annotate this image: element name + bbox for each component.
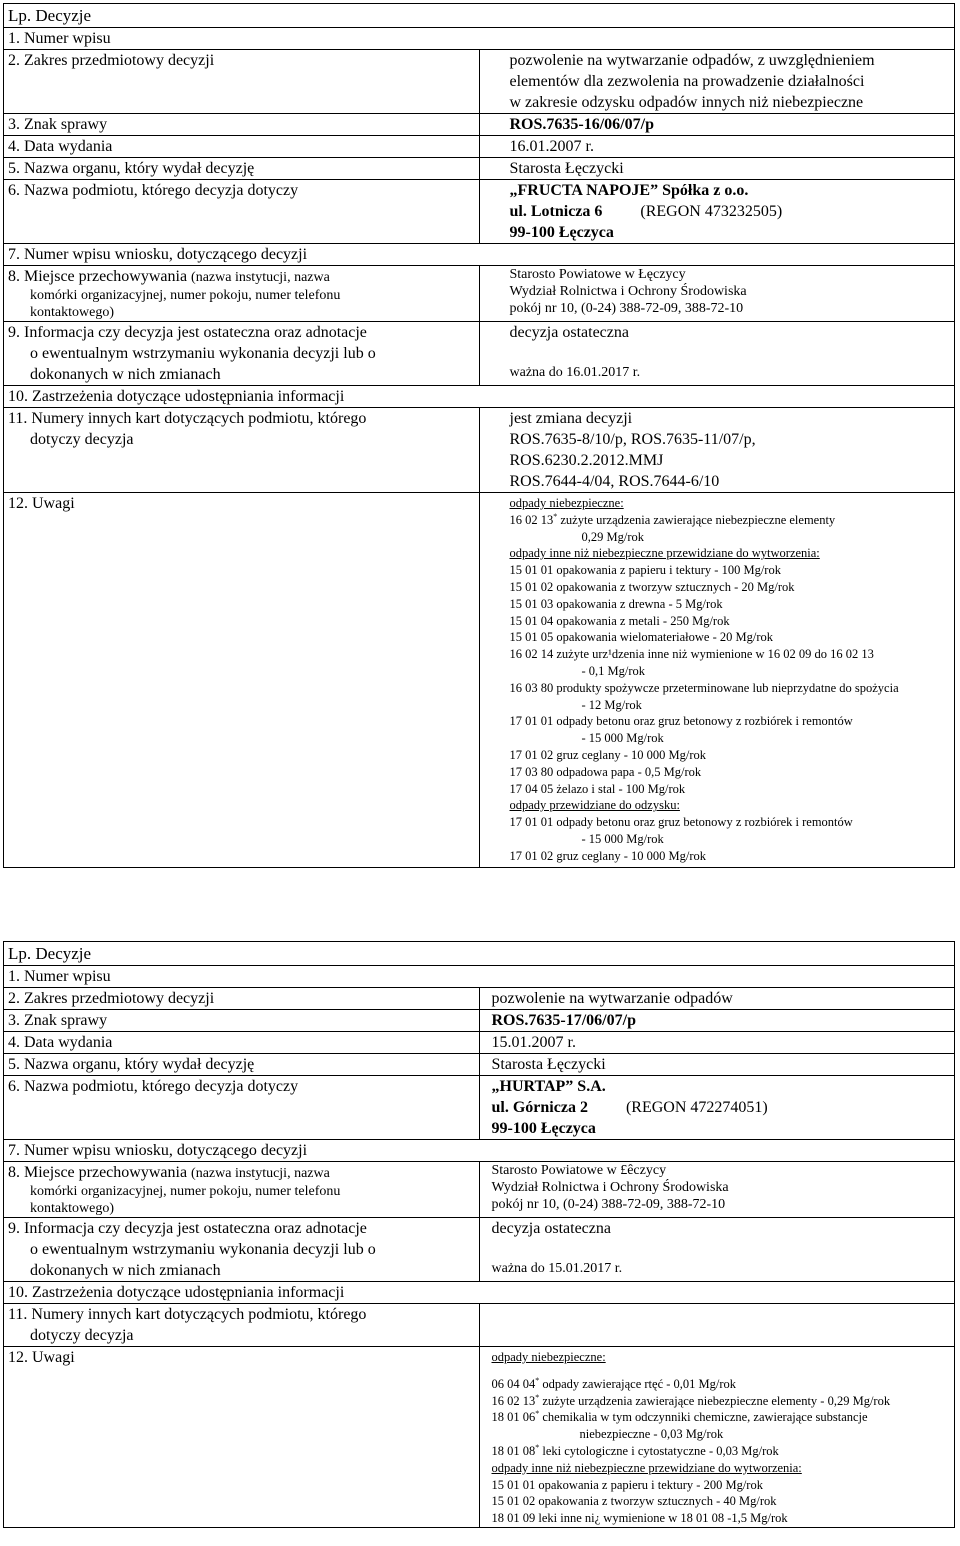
remarks-heading: odpady inne niż niebezpieczne przewidziane do wytworzenia: <box>509 546 820 561</box>
row-label: 8. Miejsce przechowywania <box>8 1164 188 1181</box>
row-label: 8. Miejsce przechowywania <box>8 268 188 285</box>
row-label: 11. Numery innych kart dotyczących podmiotu, którego <box>8 410 367 427</box>
header-decyzje: Decyzje <box>35 944 92 963</box>
valid-until: ważna do 15.01.2017 r. <box>491 1261 623 1276</box>
table-header <box>4 4 955 28</box>
row-label: dotyczy decyzja <box>30 431 134 448</box>
row-label: 3. Znak sprawy <box>4 1010 480 1032</box>
storage-place: Starosto Powiatowe w £êczycy <box>491 1163 667 1178</box>
row-label-note: kontaktowego) <box>30 1201 114 1216</box>
row-label: 5. Nazwa organu, który wydał decyzję <box>4 1054 480 1076</box>
row-label: 3. Znak sprawy <box>4 114 480 136</box>
valid-until: ważna do 16.01.2017 r. <box>509 365 641 380</box>
list-item: 17 01 02 gruz ceglany - 10 000 Mg/rok <box>509 848 706 863</box>
related-card: ROS.7644-4/04, ROS.7644-6/10 <box>509 473 720 490</box>
row-value: pozwolenie na wytwarzanie odpadów <box>479 988 955 1010</box>
decision-card-1 <box>3 3 955 868</box>
table-row <box>4 322 955 386</box>
decision-card-2 <box>3 941 955 1528</box>
table-row <box>4 266 955 322</box>
table-row <box>4 408 955 493</box>
row-label: 6. Nazwa podmiotu, którego decyzja dotyczy <box>4 1076 480 1140</box>
row-label: 4. Data wydania <box>4 1032 480 1054</box>
list-item: 18 01 09 leki inne ni¿ wymienione w 18 01 08 -1,5 Mg/rok <box>491 1511 788 1526</box>
header-decyzje: Decyzje <box>35 6 92 25</box>
list-item: 15 01 03 opakowania z drewna - 5 Mg/rok <box>509 596 723 611</box>
row-label: o ewentualnym wstrzymaniu wykonania decyzji lub o <box>30 1241 376 1258</box>
table-row <box>4 114 955 136</box>
list-item: 17 03 80 odpadowa papa - 0,5 Mg/rok <box>509 764 702 779</box>
row-label-note: (nazwa instytucji, nazwa <box>191 270 330 285</box>
storage-place: Wydział Rolnictwa i Ochrony Środowiska <box>509 284 747 299</box>
list-item: 16 03 80 produkty spożywcze przeterminowane lub nieprzydatne do spożycia <box>509 680 899 695</box>
storage-place: Starosto Powiatowe w Łęczycy <box>509 267 686 282</box>
table-header <box>4 942 955 966</box>
entity-street: ul. Lotnicza 6 <box>509 203 603 220</box>
list-item: 17 01 02 gruz ceglany - 10 000 Mg/rok <box>509 747 706 762</box>
table-row <box>4 50 955 114</box>
storage-place: Wydział Rolnictwa i Ochrony Środowiska <box>491 1180 729 1195</box>
entity-city: 99-100 Łęczyca <box>509 224 614 241</box>
row-label: 12. Uwagi <box>4 493 480 868</box>
table-row <box>4 1162 955 1218</box>
list-item: 17 01 01 odpady betonu oraz gruz betonowy z rozbiórek i remontów <box>509 815 853 830</box>
list-item: 15 01 01 opakowania z papieru i tektury - 100 Mg/rok <box>509 563 781 578</box>
issue-date: 15.01.2007 r. <box>479 1032 955 1054</box>
row-label-note: kontaktowego) <box>30 305 114 320</box>
list-item: 15 01 02 opakowania z tworzyw sztucznych - 20 Mg/rok <box>509 579 795 594</box>
header-lp: Lp. <box>8 944 32 963</box>
row-label: 7. Numer wpisu wniosku, dotyczącego decyzji <box>4 1140 955 1162</box>
row-label-note: (nazwa instytucji, nazwa <box>191 1166 330 1181</box>
row-value: w zakresie odzysku odpadów innych niż niebezpieczne <box>509 94 864 111</box>
row-label: 2. Zakres przedmiotowy decyzji <box>4 50 480 114</box>
row-label: dokonanych w nich zmianach <box>30 1262 221 1279</box>
row-label: 1. Numer wpisu <box>4 966 955 988</box>
table-row <box>4 1218 955 1282</box>
decision-table-2 <box>3 941 955 1528</box>
table-row <box>4 136 955 158</box>
table-row <box>4 180 955 244</box>
row-label: 5. Nazwa organu, który wydał decyzję <box>4 158 480 180</box>
row-label: 7. Numer wpisu wniosku, dotyczącego decyzji <box>4 244 955 266</box>
row-label: 2. Zakres przedmiotowy decyzji <box>4 988 480 1010</box>
entity-name: „HURTAP” S.A. <box>491 1078 606 1095</box>
entity-street: ul. Górnicza 2 <box>491 1099 588 1116</box>
issue-date: 16.01.2007 r. <box>479 136 955 158</box>
table-row <box>4 1054 955 1076</box>
table-row <box>4 1282 955 1304</box>
row-label: 11. Numery innych kart dotyczących podmiotu, którego <box>8 1306 367 1323</box>
remarks-heading: odpady przewidziane do odzysku: <box>509 798 680 813</box>
row-label: 9. Informacja czy decyzja jest ostateczna oraz adnotacje <box>8 324 367 341</box>
decision-table-1 <box>3 3 955 868</box>
table-row <box>4 244 955 266</box>
table-row <box>4 386 955 408</box>
table-row <box>4 966 955 988</box>
issuing-authority: Starosta Łęczycki <box>479 158 955 180</box>
related-card: ROS.6230.2.2012.MMJ <box>509 452 664 469</box>
row-label: 1. Numer wpisu <box>4 28 955 50</box>
row-value: elementów dla zezwolenia na prowadzenie działalności <box>509 73 865 90</box>
entity-name: „FRUCTA NAPOJE” Spółka z o.o. <box>509 182 749 199</box>
header-lp: Lp. <box>8 6 32 25</box>
related-card: ROS.7635-8/10/p, ROS.7635-11/07/p, <box>509 431 756 448</box>
row-label: 4. Data wydania <box>4 136 480 158</box>
row-label: 10. Zastrzeżenia dotyczące udostępniania informacji <box>4 1282 955 1304</box>
entity-regon: (REGON 472274051) <box>625 1099 768 1116</box>
list-item: 16 02 14 zużyte urz¹dzenia inne niż wymienione w 16 02 09 do 16 02 13 <box>509 647 874 662</box>
table-row <box>4 28 955 50</box>
table-row <box>4 1010 955 1032</box>
storage-place: pokój nr 10, (0-24) 388-72-09, 388-72-10 <box>491 1197 726 1212</box>
list-item: 17 04 05 żelazo i stal - 100 Mg/rok <box>509 781 686 796</box>
table-row <box>4 988 955 1010</box>
remarks-heading: odpady niebezpieczne: <box>509 496 624 510</box>
row-label-note: komórki organizacyjnej, numer pokoju, numer telefonu <box>30 288 341 303</box>
case-number: ROS.7635-17/06/07/p <box>479 1010 955 1032</box>
row-label: 10. Zastrzeżenia dotyczące udostępniania informacji <box>4 386 955 408</box>
table-row <box>4 1032 955 1054</box>
table-row <box>4 1304 955 1347</box>
finality-status: decyzja ostateczna <box>509 324 629 341</box>
table-row <box>4 493 955 868</box>
row-label: o ewentualnym wstrzymaniu wykonania decyzji lub o <box>30 345 376 362</box>
table-row <box>4 1076 955 1140</box>
list-item: 17 01 01 odpady betonu oraz gruz betonowy z rozbiórek i remontów <box>509 714 853 729</box>
table-row <box>4 1140 955 1162</box>
remarks: odpady niebezpieczne: 06 04 04* odpady zawierające rtęć - 0,01 Mg/rok 16 02 13* zużyte urządzenia zawierające niebezpieczne elementy - 0,29 Mg/rok 18 01 06* chemikalia w tym odczynniki chemiczne, zawierające substancje niebezpieczne - 0,03 Mg/rok 18 01 08* leki cytologiczne i cytostatyczne - 0,03 Mg/rok odpady inne niż niebezpieczne przewidziane do wytworzenia: 15 01 01 opakowania z papieru i tektury - 200 Mg/rok 15 01 02 opakowania z tworzyw sztucznych - 40 Mg/rok 18 01 09 leki inne ni¿ wymienione w 18 01 08 -1,5 Mg/rok <box>479 1347 955 1528</box>
issuing-authority: Starosta Łęczycki <box>479 1054 955 1076</box>
table-row <box>4 1347 955 1528</box>
remarks-heading: odpady niebezpieczne: <box>491 1350 606 1364</box>
table-row <box>4 158 955 180</box>
row-label: 9. Informacja czy decyzja jest ostateczna oraz adnotacje <box>8 1220 367 1237</box>
entity-city: 99-100 Łęczyca <box>491 1120 596 1137</box>
list-item: 15 01 05 opakowania wielomateriałowe - 20 Mg/rok <box>509 630 773 645</box>
row-label: 12. Uwagi <box>4 1347 480 1528</box>
case-number: ROS.7635-16/06/07/p <box>479 114 955 136</box>
finality-status: decyzja ostateczna <box>491 1220 611 1237</box>
row-label-note: komórki organizacyjnej, numer pokoju, numer telefonu <box>30 1184 341 1199</box>
row-label: 6. Nazwa podmiotu, którego decyzja dotyczy <box>4 180 480 244</box>
remarks: odpady niebezpieczne: 16 02 13* zużyte urządzenia zawierające niebezpieczne elementy 0,29 Mg/rok odpady inne niż niebezpieczne przewidziane do wytworzenia: 15 01 01 opakowania z papieru i tektury - 100 Mg/rok 15 01 02 opakowania z tworzyw sztucznych - 20 Mg/rok 15 01 03 opakowania z drewna - 5 Mg/rok 15 01 04 opakowania z metali - 250 Mg/rok 15 01 05 opakowania wielomateriałowe - 20 Mg/rok 16 02 14 zużyte urz¹dzenia inne niż wymienione w 16 02 09 do 16 02 13 - 0,1 Mg/rok 16 03 80 produkty spożywcze przeterminowane lub nieprzydatne do spożycia - 12 Mg/rok 17 01 01 odpady betonu oraz gruz betonowy z rozbiórek i remontów - 15 000 Mg/rok 17 01 02 gruz ceglany - 10 000 Mg/rok 17 03 80 odpadowa papa - 0,5 Mg/rok 17 04 05 żelazo i stal - 100 Mg/rok odpady przewidziane do odzysku: 17 01 01 odpady betonu oraz gruz betonowy z rozbiórek i remontów - 15 000 Mg/rok 17 01 02 gruz ceglany - 10 000 Mg/rok <box>479 493 955 868</box>
remarks-heading: odpady inne niż niebezpieczne przewidziane do wytworzenia: <box>491 1460 802 1475</box>
entity-regon: (REGON 473232505) <box>640 203 783 220</box>
row-label: dokonanych w nich zmianach <box>30 366 221 383</box>
list-item: 15 01 01 opakowania z papieru i tektury - 200 Mg/rok <box>491 1477 763 1492</box>
list-item: 15 01 04 opakowania z metali - 250 Mg/rok <box>509 613 730 628</box>
list-item: 15 01 02 opakowania z tworzyw sztucznych - 40 Mg/rok <box>491 1494 777 1509</box>
row-label: dotyczy decyzja <box>30 1327 134 1344</box>
storage-place: pokój nr 10, (0-24) 388-72-09, 388-72-10 <box>509 301 744 316</box>
row-value: pozwolenie na wytwarzanie odpadów, z uwzględnieniem <box>509 52 875 69</box>
related-card: jest zmiana decyzji <box>509 410 633 427</box>
